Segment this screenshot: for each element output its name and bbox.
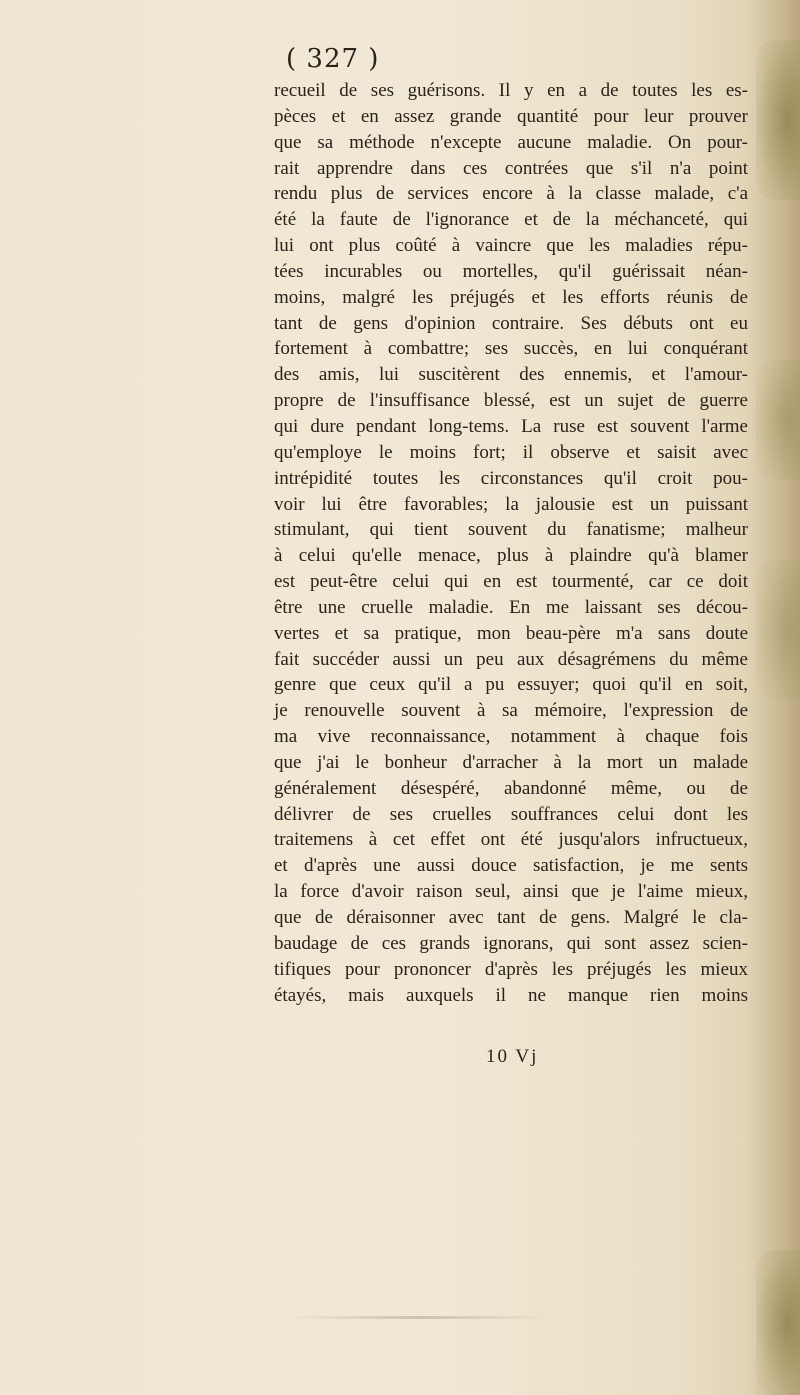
text-line: pèces et en assez grande quantité pour leur prouver (274, 105, 748, 127)
page-number: ( 327 ) (286, 44, 380, 74)
page-edge-stain (756, 1250, 800, 1395)
text-line: genre que ceux qu'il a pu essuyer; quoi qu'il en soit, (274, 674, 748, 696)
text-line: des amis, lui suscitèrent des ennemis, et l'amour- (274, 364, 748, 386)
text-line: voir lui être favorables; la jalousie est un puissant (274, 493, 748, 515)
text-line: tées incurables ou mortelles, qu'il guérissait néan- (274, 260, 748, 282)
text-line: propre de l'insuffisance blessé, est un sujet de guerre (274, 390, 748, 412)
text-line: vertes et sa pratique, mon beau-père m'a sans doute (274, 622, 748, 644)
text-line: et d'après une aussi douce satisfaction, je me sents (274, 855, 748, 877)
text-line: intrépidité toutes les circonstances qu'il croit pou- (274, 467, 748, 489)
text-line: généralement désespéré, abandonné même, ou de (274, 777, 748, 799)
text-line: stimulant, qui tient souvent du fanatisme; malheur (274, 519, 748, 541)
text-line: ma vive reconnaissance, notamment à chaque fois (274, 726, 748, 748)
text-line: fait succéder aussi un peu aux désagrémens du même (274, 648, 748, 670)
text-line: tifiques pour prononcer d'après les préjugés les mieux (274, 958, 748, 980)
text-line: que de déraisonner avec tant de gens. Malgré le cla- (274, 907, 748, 928)
text-line: rait apprendre dans ces contrées que s'il n'a point (274, 157, 748, 179)
text-line: délivrer de ses cruelles souffrances celui dont les (274, 803, 748, 825)
text-line: est peut-être celui qui en est tourmenté, car ce doit (274, 571, 748, 593)
page-edge-stain (756, 560, 800, 700)
text-line: je renouvelle souvent à sa mémoire, l'expression de (274, 700, 748, 722)
text-line: que sa méthode n'excepte aucune maladie. On pour- (274, 131, 748, 153)
text-line: été la faute de l'ignorance et de la méchanceté, qui (274, 209, 748, 231)
ink-bleed (290, 1316, 550, 1319)
body-text (274, 78, 748, 1008)
text-line: la force d'avoir raison seul, ainsi que je l'aime mieux, (274, 881, 748, 903)
signature-mark: 10 Vj (486, 1046, 539, 1067)
text-line: fortement à combattre; ses succès, en lui conquérant (274, 338, 748, 360)
text-line: lui ont plus coûté à vaincre que les maladies répu- (274, 235, 748, 257)
text-line: moins, malgré les préjugés et les efforts réunis de (274, 286, 748, 308)
page-edge-stain (756, 360, 800, 480)
text-line: traitemens à cet effet ont été jusqu'alors infructueux, (274, 829, 748, 851)
text-line: à celui qu'elle menace, plus à plaindre qu'à blamer (274, 545, 748, 567)
text-line: recueil de ses guérisons. Il y en a de toutes les es- (274, 80, 748, 101)
text-line: étayés, mais auxquels il ne manque rien moins (274, 984, 748, 1006)
text-line: être une cruelle maladie. En me laissant ses décou- (274, 596, 748, 618)
text-line: qu'employe le moins fort; il observe et saisit avec (274, 441, 748, 463)
text-line: baudage de ces grands ignorans, qui sont assez scien- (274, 932, 748, 954)
page-edge-stain (756, 40, 800, 200)
text-line: que j'ai le bonheur d'arracher à la mort un malade (274, 751, 748, 773)
text-line: tant de gens d'opinion contraire. Ses débuts ont eu (274, 312, 748, 334)
text-line: qui dure pendant long-tems. La ruse est souvent l'arme (274, 415, 748, 437)
text-line: rendu plus de services encore à la classe malade, c'a (274, 183, 748, 205)
